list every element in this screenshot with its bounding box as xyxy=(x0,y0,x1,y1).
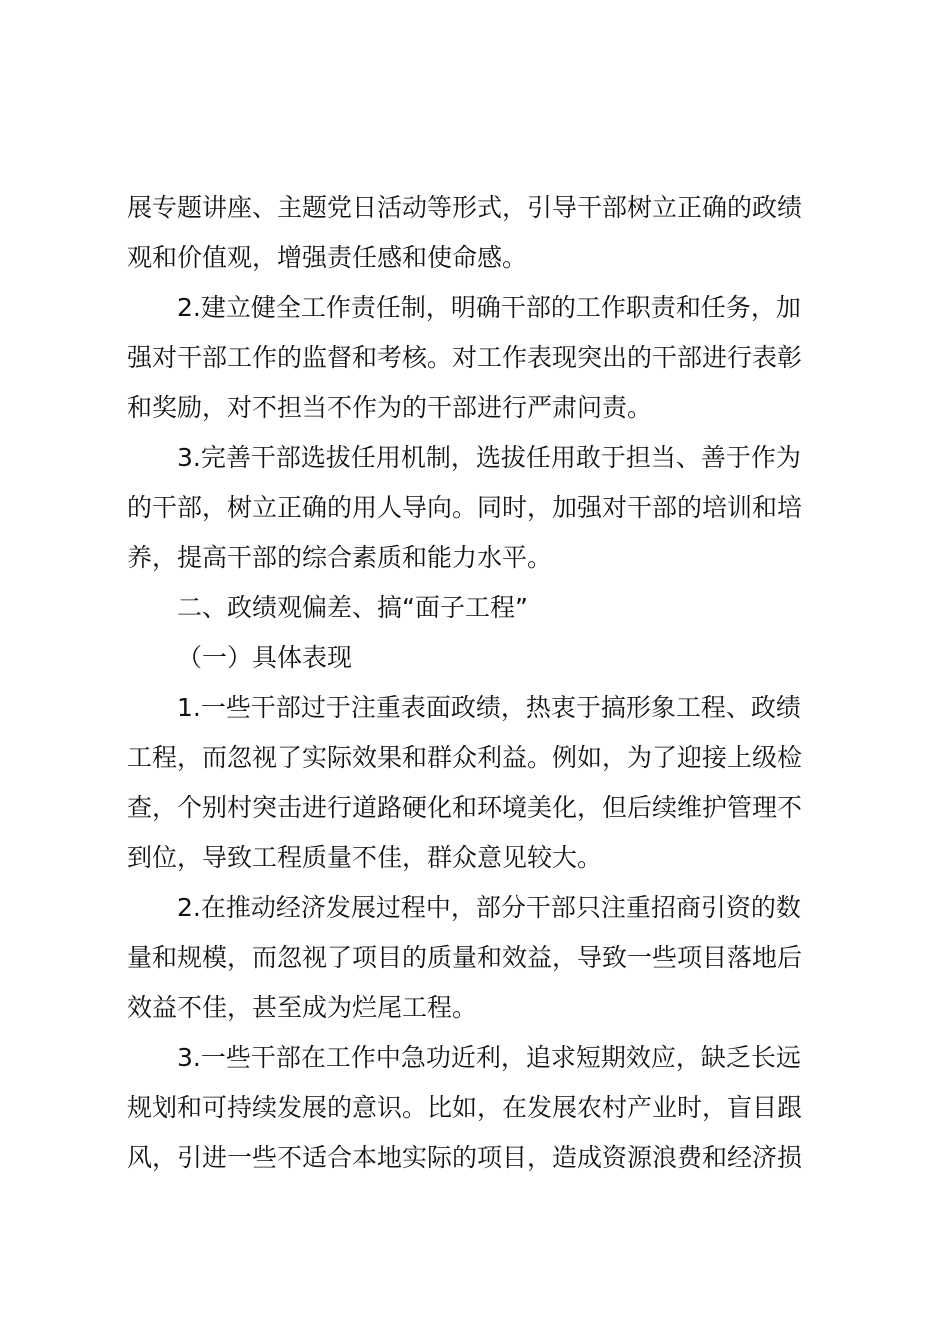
body-line: 1.一些干部过于注重表面政绩，热衷于搞形象工程、政绩 xyxy=(177,693,801,722)
body-line: 的干部，树立正确的用人导向。同时，加强对干部的培训和培 xyxy=(127,493,803,522)
body-line: 规划和可持续发展的意识。比如，在发展农村产业时，盲目跟 xyxy=(127,1093,803,1122)
document-body xyxy=(127,183,833,1183)
body-line: 3.一些干部在工作中急功近利，追求短期效应，缺乏长远 xyxy=(177,1043,801,1072)
body-line: 效益不佳，甚至成为烂尾工程。 xyxy=(127,993,478,1022)
body-line: 2.在推动经济发展过程中，部分干部只注重招商引资的数 xyxy=(177,893,801,922)
body-line: 养，提高干部的综合素质和能力水平。 xyxy=(127,543,553,572)
body-line: 展专题讲座、主题党日活动等形式，引导干部树立正确的政绩 xyxy=(127,193,803,222)
body-line: 风，引进一些不适合本地实际的项目，造成资源浪费和经济损 xyxy=(127,1143,803,1172)
body-line: 3.完善干部选拔任用机制，选拔任用敢于担当、善于作为 xyxy=(177,443,801,472)
body-line: 到位，导致工程质量不佳，群众意见较大。 xyxy=(127,843,603,872)
body-line: 工程，而忽视了实际效果和群众利益。例如，为了迎接上级检 xyxy=(127,743,803,772)
body-line: 2.建立健全工作责任制，明确干部的工作职责和任务，加 xyxy=(177,293,801,322)
body-line: 强对干部工作的监督和考核。对工作表现突出的干部进行表彰 xyxy=(127,343,803,372)
body-line: 观和价值观，增强责任感和使命感。 xyxy=(127,243,528,272)
subsection-heading: （一）具体表现 xyxy=(177,643,353,672)
body-line: 查，个别村突击进行道路硬化和环境美化，但后续维护管理不 xyxy=(127,793,803,822)
body-line: 量和规模，而忽视了项目的质量和效益，导致一些项目落地后 xyxy=(127,943,803,972)
section-heading: 二、政绩观偏差、搞“面子工程” xyxy=(177,593,528,622)
body-line: 和奖励，对不担当不作为的干部进行严肃问责。 xyxy=(127,393,653,422)
